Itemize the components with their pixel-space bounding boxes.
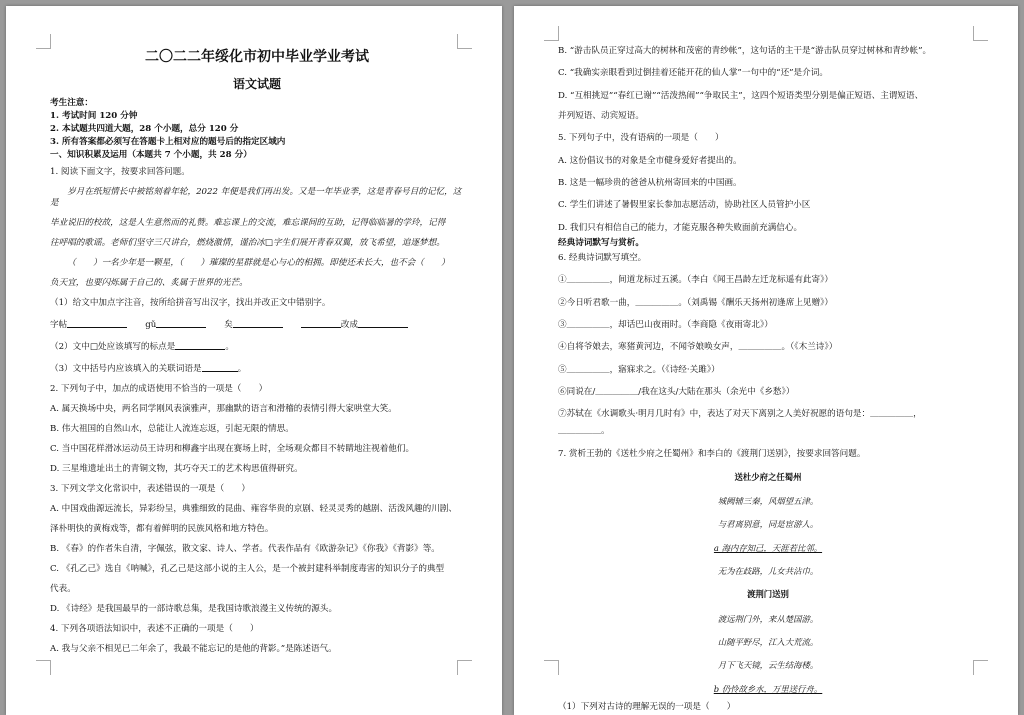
q2-option: A. 属天换场中央，两名同学刚风表演雅声，那幽默的语言和滑稽的表情引得大家哄堂大笑。 (50, 404, 397, 414)
q6-item: ②今日听君歌一曲，＿＿＿＿＿。（刘禹锡《酬乐天扬州初逢席上见赠》） (558, 297, 833, 308)
q6-item: ⑥同说在/＿＿＿＿＿/我在这头/大陆在那头（余光中《乡愁》） (558, 387, 795, 398)
poem-2-title: 渡荆门送别 (747, 589, 789, 600)
q3-option: B. 《春》的作者朱自清，字佩弦，散文家、诗人、学者。代表作品有《欧游杂记》《你我》《背影》等。 (50, 544, 440, 554)
q3-option: C. 《孔乙己》选自《呐喊》，孔乙己是这部小说的主人公，是一个被封建科举制度毒害的知识分子的典型 (50, 564, 445, 574)
right-content (558, 46, 978, 713)
q5-option: D. 我们只有相信自己的能力，才能克服各种失败面前充满信心。 (558, 222, 803, 233)
poem-1-title: 送杜少府之任蜀州 (734, 471, 802, 482)
section-1-heading: 一、知识积累及运用（本题共 7 个小题，共 28 分） (50, 150, 252, 160)
poem-1-line: 与君离别意，同是宦游人。 (717, 519, 819, 530)
poem-1-line: 城阙辅三秦，风烟望五津。 (717, 496, 819, 507)
poem-2-line: 月下飞天镜，云生结海楼。 (717, 660, 819, 671)
note-3: 3. 所有答案都必须写在答题卡上相对应的题号后的指定区域内 (50, 137, 286, 147)
q4-option: A. 我与父亲不相见已二年余了，我最不能忘记的是他的背影。”是陈述语气。 (50, 644, 337, 654)
crop-mark (544, 660, 559, 675)
q4-option: C. “我确实亲眼看到过倒挂着还能开花的仙人掌”一句中的“还”是介词。 (558, 68, 828, 79)
q2-option: C. 当中国花样滑冰运动员王诗玥和柳鑫宇出现在赛场上时，全场观众都目不转睛地注视着他们。 (50, 444, 415, 454)
q3-option: 泽朴明快的黄梅戏等，都有着鲜明的民族风格和地方特色。 (50, 524, 274, 534)
q5-option: A. 这份倡议书的对象是全市健身爱好者提出的。 (558, 155, 742, 166)
answer-item: 矣 (224, 318, 283, 331)
q3-option: D. 《诗经》是我国最早的一部诗歌总集，是我国诗歌浪漫主义传统的源头。 (50, 604, 338, 614)
q6-item: ⑤＿＿＿＿＿，寤寐求之。（《诗经·关雎》） (558, 364, 720, 375)
poem-1-line: a 海内存知己，天涯若比邻。 (713, 542, 823, 553)
note-1: 1. 考试时间 120 分钟 (50, 111, 138, 121)
q6-item: ＿＿＿＿＿。 (558, 426, 610, 437)
section-classics-heading: 经典诗词默写与赏析。 (558, 237, 644, 248)
crop-mark (973, 26, 988, 41)
q4-option: 并列短语、动宾短语。 (558, 110, 644, 121)
passage-line: （ ）一名少年是一颗星，（ ）璀璨的星群就是心与心的相拥。即使还未长大，也不会（ ） (67, 258, 450, 268)
note-2: 2. 本试题共四道大题，28 个小题，总分 120 分 (50, 124, 239, 134)
poem-2-line: 渡远荆门外，来从楚国游。 (717, 613, 819, 624)
exam-title: 二〇二二年绥化市初中毕业学业考试 (145, 49, 369, 65)
crop-mark (544, 26, 559, 41)
answer-item: gǔ (145, 318, 206, 331)
q7-part-1: （1）下列对古诗的理解无误的一项是（ ） (558, 701, 736, 712)
q7: 7. 赏析王勃的《送杜少府之任蜀州》和李白的《渡荆门送别》，按要求回答问题。 (558, 448, 866, 459)
q1-intro: 1. 阅读下面文字，按要求回答问题。 (50, 167, 190, 177)
crop-mark (36, 34, 51, 49)
poem-1-line: 无为在歧路，儿女共沾巾。 (717, 566, 819, 577)
q3: 3. 下列文学文化常识中，表述错误的一项是（ ） (50, 484, 250, 494)
crop-mark (457, 34, 472, 49)
q1-part-1: （1）给文中加点字注音，按所给拼音写出汉字，找出并改正文中错别字。 (50, 298, 331, 308)
q6: 6. 经典诗词默写填空。 (558, 252, 647, 263)
q6-item: ③＿＿＿＿＿，却话巴山夜雨时。（李商隐《夜雨寄北》） (558, 319, 773, 330)
q4: 4. 下列各项语法知识中，表述不正确的一项是（ ） (50, 624, 259, 634)
passage-line: 往呼唱的歌谣。老师们坚守三尺讲台，燃烧激情，谨治冰□字生们展开青春双翼，放飞希望，追逐梦想。 (50, 238, 445, 248)
q5-option: C. 学生们讲述了暑假里家长参加志愿活动，协助社区人员管护小区 (558, 200, 811, 211)
q4-option: D. “互相挑逗”“春红已谢”“活泼热闹”“争取民主”，这四个短语类型分别是偏正短语、主谓短语、 (558, 90, 924, 101)
q5: 5. 下列句子中，没有语病的一项是（ ） (558, 133, 724, 144)
page-right (514, 6, 1018, 715)
answer-item: 改成 (301, 318, 408, 331)
q6-item: ①＿＿＿＿＿，间道龙标过五溪。（李白《闻王昌龄左迁龙标遥有此寄》） (558, 275, 833, 286)
passage-line: 岁月在纸短情长中被铭刻着年轮，2022 年便是我们再出发。又是一年毕业季，这是青春号目的记忆，这是 (50, 187, 462, 208)
q1-part-3: （3）文中括号内应该填入的关联词语是 。 (50, 364, 247, 374)
q4-option: B. “游击队员正穿过高大的树林和茂密的青纱帐”，这句话的主干是“游击队员穿过树林和青纱帐”。 (558, 46, 932, 56)
q5-option: B. 这是一幅珍贵的爸爸从杭州寄回来的中国画。 (558, 177, 742, 188)
answer-item: 字帖 (50, 318, 127, 331)
q3-option: A. 中国戏曲源远流长，异彩纷呈，典雅细致的昆曲、雍容华贵的京剧、轻灵灵秀的越剧、活泼风趣的川剧、 (50, 504, 457, 514)
q3-option: 代表。 (50, 584, 76, 594)
poem-2-line: b 仍怜故乡水，万里送行舟。 (713, 683, 823, 694)
q6-item: ⑦苏轼在《水调歌头·明月几时有》中，表达了对天下离别之人美好祝愿的语句是：＿＿＿＿＿， (558, 409, 922, 420)
q6-item: ④自将爷娘去，寒猪黄河边，不闻爷娘唤女声，＿＿＿＿＿。（《木兰诗》） (558, 342, 838, 353)
q1-part-2: （2）文中□处应该填写的标点是 。 (50, 342, 234, 352)
notes-header: 考生注意： (50, 98, 93, 108)
left-content (50, 48, 464, 664)
page-left (6, 6, 502, 715)
crop-mark (36, 660, 51, 675)
q2: 2. 下列句子中，加点的成语使用不恰当的一项是（ ） (50, 384, 268, 394)
passage-line: 毕业说旧的校故，这是人生意然而的礼赞。难忘课上的交流，难忘课间的互助，记得临临暑的学玲，记得 (50, 218, 446, 228)
poem-2-line: 山随平野尽，江入大荒流。 (717, 636, 819, 647)
q2-option: B. 伟大祖国的自然山水，总能让人流连忘返，引起无限的情思。 (50, 424, 294, 434)
passage-line: 负天宜，也要闪烁属于自己的、炙属于世界的光芒。 (50, 278, 248, 288)
q2-option: D. 三星堆遗址出土的青铜文物，其巧夺天工的艺术构思值得研究。 (50, 464, 303, 474)
exam-subtitle: 语文试题 (232, 77, 281, 91)
q1-part-1-answers (50, 318, 464, 331)
